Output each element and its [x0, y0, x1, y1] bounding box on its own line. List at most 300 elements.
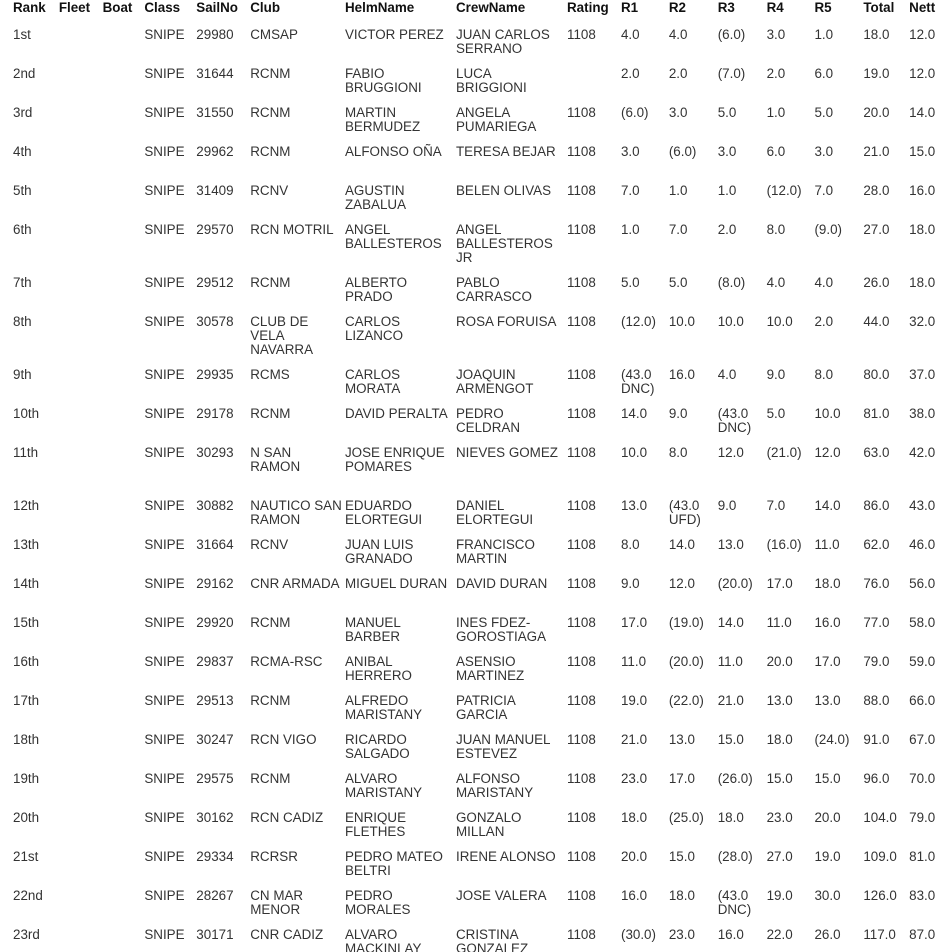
cell-class: SNIPE — [144, 537, 185, 552]
cell-r4: 11.0 — [766, 615, 792, 630]
cell-club: RCN MOTRIL — [250, 222, 334, 237]
cell-nett: 42.0 — [909, 445, 936, 460]
cell-total: 117.0 — [863, 927, 896, 942]
table-row — [10, 844, 945, 883]
cell-r2: (43.0 UFD) — [668, 498, 701, 527]
cell-helm: MANUEL BARBER — [344, 615, 401, 644]
cell-fleet — [56, 571, 100, 610]
cell-r3: 21.0 — [717, 693, 744, 708]
cell-nett: 16.0 — [909, 183, 936, 198]
cell-r3: 16.0 — [717, 927, 744, 942]
cell-boat — [100, 727, 142, 766]
cell-sailno: 29920 — [196, 615, 234, 630]
cell-class: SNIPE — [144, 445, 185, 460]
cell-nett: 18.0 — [909, 222, 936, 237]
cell-helm: MARTIN BERMUDEZ — [344, 105, 421, 134]
cell-helm: ALFREDO MARISTANY — [344, 693, 423, 722]
table-row — [10, 362, 945, 401]
cell-sailno: 29513 — [196, 693, 234, 708]
cell-r5: 10.0 — [814, 406, 841, 421]
cell-helm: ALFONSO OÑA — [344, 144, 442, 159]
cell-r5: 6.0 — [814, 66, 834, 81]
cell-r5: 13.0 — [814, 693, 841, 708]
cell-class: SNIPE — [144, 183, 185, 198]
cell-helm: JUAN LUIS GRANADO — [344, 537, 414, 566]
cell-sailno: 31664 — [196, 537, 234, 552]
cell-club: RCMA-RSC — [250, 654, 323, 669]
table-row — [10, 922, 945, 952]
cell-rating: 1108 — [567, 445, 596, 460]
cell-nett: 81.0 — [909, 849, 936, 864]
cell-r4: 27.0 — [766, 849, 793, 864]
cell-fleet — [56, 178, 100, 217]
cell-nett: 83.0 — [909, 888, 936, 903]
cell-club: CMSAP — [250, 27, 298, 42]
cell-boat — [100, 61, 142, 100]
cell-crew: ANGEL BALLESTEROS JR — [456, 222, 553, 265]
cell-r1: 10.0 — [620, 445, 648, 460]
cell-boat — [100, 922, 142, 952]
cell-r5: 8.0 — [814, 367, 834, 382]
cell-boat — [100, 610, 142, 649]
cell-r3: (43.0 DNC) — [717, 888, 752, 917]
cell-r5: 14.0 — [814, 498, 841, 513]
cell-rating: 1108 — [567, 693, 596, 708]
cell-fleet — [56, 401, 100, 440]
cell-nett: 58.0 — [909, 615, 936, 630]
cell-total: 77.0 — [863, 615, 890, 630]
cell-r1: 14.0 — [620, 406, 648, 421]
cell-r1: (12.0) — [620, 314, 656, 329]
cell-total: 62.0 — [863, 537, 890, 552]
cell-club: CNR CADIZ — [250, 927, 324, 942]
cell-helm: ENRIQUE FLETHES — [344, 810, 406, 839]
cell-total: 86.0 — [863, 498, 890, 513]
cell-class: SNIPE — [144, 222, 185, 237]
cell-r4: (12.0) — [766, 183, 802, 198]
cell-r3: (43.0 DNC) — [717, 406, 752, 435]
cell-total: 80.0 — [863, 367, 890, 382]
cell-nett: 56.0 — [909, 576, 936, 591]
cell-total: 96.0 — [863, 771, 890, 786]
table-row — [10, 571, 945, 610]
cell-r4: 7.0 — [766, 498, 786, 513]
cell-total: 26.0 — [863, 275, 890, 290]
cell-crew: DANIEL ELORTEGUI — [456, 498, 534, 527]
cell-r1: 16.0 — [620, 888, 648, 903]
cell-club: RCNV — [250, 537, 289, 552]
cell-club: RCNM — [250, 144, 291, 159]
cell-crew: BELEN OLIVAS — [456, 183, 552, 198]
cell-class: SNIPE — [144, 406, 185, 421]
cell-rating — [564, 61, 618, 100]
cell-rating: 1108 — [567, 576, 596, 591]
cell-r1: 13.0 — [620, 498, 648, 513]
cell-r4: 1.0 — [766, 105, 786, 120]
cell-r1: 4.0 — [620, 27, 640, 42]
cell-r3: 4.0 — [717, 367, 737, 382]
cell-class: SNIPE — [144, 732, 185, 747]
cell-rank: 6th — [13, 222, 32, 237]
cell-sailno: 29178 — [196, 406, 234, 421]
cell-r2: (19.0) — [668, 615, 704, 630]
column-header-r3: R3 — [717, 0, 735, 15]
cell-r1: 2.0 — [620, 66, 640, 81]
cell-crew: ALFONSO MARISTANY — [456, 771, 534, 800]
cell-r1: 8.0 — [620, 537, 640, 552]
cell-sailno: 29935 — [196, 367, 234, 382]
cell-r4: 5.0 — [766, 406, 786, 421]
cell-r4: 15.0 — [766, 771, 793, 786]
cell-fleet — [56, 100, 100, 139]
cell-r5: 7.0 — [814, 183, 834, 198]
cell-rank: 19th — [13, 771, 40, 786]
cell-r5: 5.0 — [814, 105, 834, 120]
cell-crew: ASENSIO MARTINEZ — [456, 654, 525, 683]
cell-rank: 15th — [13, 615, 40, 630]
cell-helm: AGUSTIN ZABALUA — [344, 183, 407, 212]
cell-class: SNIPE — [144, 771, 185, 786]
cell-crew: JUAN MANUEL ESTEVEZ — [456, 732, 550, 761]
cell-r2: 10.0 — [668, 314, 695, 329]
cell-sailno: 30247 — [196, 732, 234, 747]
cell-helm: ALBERTO PRADO — [344, 275, 408, 304]
cell-nett: 12.0 — [909, 66, 936, 81]
cell-rank: 18th — [13, 732, 40, 747]
column-header-r2: R2 — [668, 0, 686, 15]
cell-nett: 14.0 — [909, 105, 936, 120]
cell-club: RCNV — [250, 183, 289, 198]
cell-nett: 32.0 — [909, 314, 936, 329]
cell-r2: 16.0 — [668, 367, 695, 382]
cell-r4: 3.0 — [766, 27, 786, 42]
cell-total: 20.0 — [863, 105, 890, 120]
cell-rating: 1108 — [567, 537, 596, 552]
cell-sailno: 29837 — [196, 654, 234, 669]
cell-fleet — [56, 440, 100, 493]
cell-r5: 20.0 — [814, 810, 841, 825]
cell-rating: 1108 — [567, 498, 596, 513]
cell-club: RCN CADIZ — [250, 810, 324, 825]
column-header-r1: R1 — [620, 0, 639, 15]
table-row — [10, 401, 945, 440]
cell-r5: 26.0 — [814, 927, 841, 942]
cell-r1: 20.0 — [620, 849, 648, 864]
cell-nett: 70.0 — [909, 771, 936, 786]
cell-r4: 17.0 — [766, 576, 793, 591]
cell-r3: 12.0 — [717, 445, 744, 460]
cell-r5: 1.0 — [814, 27, 834, 42]
cell-class: SNIPE — [144, 654, 185, 669]
cell-r1: 5.0 — [620, 275, 640, 290]
cell-total: 21.0 — [863, 144, 890, 159]
cell-nett: 43.0 — [909, 498, 936, 513]
cell-nett: 87.0 — [909, 927, 936, 942]
cell-r2: 15.0 — [668, 849, 695, 864]
cell-r4: 23.0 — [766, 810, 793, 825]
cell-club: CNR ARMADA — [250, 576, 340, 591]
cell-total: 63.0 — [863, 445, 890, 460]
cell-r1: 21.0 — [620, 732, 648, 747]
cell-boat — [100, 139, 142, 178]
cell-sailno: 29512 — [196, 275, 234, 290]
cell-boat — [100, 844, 142, 883]
cell-rank: 7th — [13, 275, 32, 290]
cell-sailno: 30171 — [196, 927, 234, 942]
cell-boat — [100, 766, 142, 805]
cell-fleet — [56, 532, 100, 571]
cell-r5: 19.0 — [814, 849, 841, 864]
cell-rating: 1108 — [567, 810, 596, 825]
cell-boat — [100, 401, 142, 440]
cell-rank: 10th — [13, 406, 40, 421]
cell-r2: 9.0 — [668, 406, 688, 421]
cell-fleet — [56, 766, 100, 805]
cell-crew: GONZALO MILLAN — [456, 810, 522, 839]
cell-helm: DAVID PERALTA — [344, 406, 448, 421]
cell-sailno: 29334 — [196, 849, 234, 864]
cell-r2: (22.0) — [668, 693, 704, 708]
cell-r4: 22.0 — [766, 927, 793, 942]
cell-r2: 12.0 — [668, 576, 695, 591]
table-row — [10, 309, 945, 362]
column-header-helmname: HelmName — [344, 0, 415, 15]
cell-helm: JOSE ENRIQUE POMARES — [344, 445, 445, 474]
cell-nett: 12.0 — [909, 27, 936, 42]
cell-sailno: 30293 — [196, 445, 234, 460]
cell-class: SNIPE — [144, 314, 185, 329]
cell-r1: 23.0 — [620, 771, 648, 786]
cell-r5: (9.0) — [814, 222, 842, 237]
cell-helm: EDUARDO ELORTEGUI — [344, 498, 423, 527]
cell-rating: 1108 — [567, 222, 596, 237]
cell-boat — [100, 493, 142, 532]
cell-r4: 20.0 — [766, 654, 793, 669]
cell-club: RCN VIGO — [250, 732, 317, 747]
cell-nett: 18.0 — [909, 275, 936, 290]
cell-rating: 1108 — [567, 927, 596, 942]
cell-r5: 12.0 — [814, 445, 841, 460]
cell-total: 104.0 — [863, 810, 897, 825]
cell-club: RCNM — [250, 66, 291, 81]
cell-rating: 1108 — [567, 654, 596, 669]
cell-rating: 1108 — [567, 406, 596, 421]
cell-sailno: 30882 — [196, 498, 234, 513]
cell-fleet — [56, 688, 100, 727]
cell-fleet — [56, 61, 100, 100]
cell-sailno: 29575 — [196, 771, 234, 786]
cell-rating: 1108 — [567, 367, 596, 382]
cell-boat — [100, 805, 142, 844]
cell-rank: 12th — [13, 498, 40, 513]
cell-r2: 4.0 — [668, 27, 688, 42]
cell-rank: 16th — [13, 654, 40, 669]
cell-total: 91.0 — [863, 732, 890, 747]
cell-crew: ANGELA PUMARIEGA — [456, 105, 537, 134]
cell-helm: PEDRO MORALES — [344, 888, 411, 917]
cell-rank: 1st — [13, 27, 31, 42]
cell-crew: IRENE ALONSO — [456, 849, 556, 864]
table-row — [10, 649, 945, 688]
cell-total: 19.0 — [863, 66, 890, 81]
cell-r5: 16.0 — [814, 615, 841, 630]
column-header-fleet: Fleet — [58, 0, 91, 15]
cell-rating: 1108 — [567, 849, 596, 864]
cell-fleet — [56, 844, 100, 883]
header-row — [10, 0, 945, 22]
cell-nett: 59.0 — [909, 654, 936, 669]
cell-club: RCNM — [250, 275, 291, 290]
cell-nett: 38.0 — [909, 406, 936, 421]
cell-r4: 8.0 — [766, 222, 786, 237]
cell-r3: 15.0 — [717, 732, 744, 747]
cell-rank: 13th — [13, 537, 40, 552]
cell-class: SNIPE — [144, 927, 185, 942]
cell-r3: 10.0 — [717, 314, 744, 329]
cell-r4: 9.0 — [766, 367, 786, 382]
cell-class: SNIPE — [144, 367, 185, 382]
cell-rank: 4th — [13, 144, 32, 159]
cell-sailno: 28267 — [196, 888, 234, 903]
cell-r1: 7.0 — [620, 183, 640, 198]
cell-r5: 15.0 — [814, 771, 841, 786]
cell-nett: 79.0 — [909, 810, 936, 825]
cell-total: 76.0 — [863, 576, 890, 591]
cell-r1: (6.0) — [620, 105, 649, 120]
cell-sailno: 29962 — [196, 144, 234, 159]
cell-rating: 1108 — [567, 771, 596, 786]
cell-class: SNIPE — [144, 849, 185, 864]
table-row — [10, 178, 945, 217]
cell-rank: 5th — [13, 183, 32, 198]
cell-fleet — [56, 493, 100, 532]
cell-crew: FRANCISCO MARTIN — [456, 537, 535, 566]
cell-r5: 2.0 — [814, 314, 834, 329]
cell-r1: 19.0 — [620, 693, 648, 708]
cell-rating: 1108 — [567, 314, 596, 329]
cell-class: SNIPE — [144, 693, 185, 708]
cell-r1: (43.0 DNC) — [620, 367, 655, 396]
cell-club: RCNM — [250, 771, 291, 786]
cell-class: SNIPE — [144, 27, 185, 42]
cell-r2: 14.0 — [668, 537, 695, 552]
cell-crew: JOAQUIN ARMENGOT — [456, 367, 534, 396]
cell-club: RCMS — [250, 367, 290, 382]
cell-r3: (6.0) — [717, 27, 746, 42]
cell-crew: LUCA BRIGGIONI — [456, 66, 527, 95]
cell-crew: INES FDEZ-GOROSTIAGA — [456, 615, 547, 644]
cell-boat — [100, 22, 142, 61]
column-header-class: Class — [144, 0, 181, 15]
table-row — [10, 805, 945, 844]
table-row — [10, 610, 945, 649]
cell-crew: ROSA FORUISA — [456, 314, 557, 329]
cell-fleet — [56, 805, 100, 844]
cell-boat — [100, 217, 142, 270]
cell-rating: 1108 — [567, 888, 596, 903]
cell-r2: 3.0 — [668, 105, 688, 120]
column-header-rating: Rating — [567, 0, 609, 15]
cell-rank: 8th — [13, 314, 32, 329]
cell-crew: JOSE VALERA — [456, 888, 547, 903]
cell-boat — [100, 100, 142, 139]
cell-r1: 11.0 — [620, 654, 647, 669]
cell-rank: 2nd — [13, 66, 36, 81]
cell-club: RCNM — [250, 105, 291, 120]
cell-fleet — [56, 217, 100, 270]
cell-r4: 19.0 — [766, 888, 793, 903]
cell-rating: 1108 — [567, 615, 596, 630]
cell-helm: PEDRO MATEO BELTRI — [344, 849, 443, 878]
column-header-nett: Nett — [909, 0, 936, 15]
cell-club: RCNM — [250, 693, 291, 708]
cell-r3: 11.0 — [717, 654, 743, 669]
cell-r2: 13.0 — [668, 732, 695, 747]
cell-r4: 2.0 — [766, 66, 786, 81]
cell-crew: TERESA BEJAR — [456, 144, 556, 159]
cell-fleet — [56, 309, 100, 362]
cell-r3: (26.0) — [717, 771, 753, 786]
column-header-r5: R5 — [814, 0, 832, 15]
cell-r5: 11.0 — [814, 537, 840, 552]
cell-fleet — [56, 139, 100, 178]
cell-boat — [100, 883, 142, 922]
table-row — [10, 440, 945, 493]
cell-r1: 17.0 — [620, 615, 648, 630]
cell-r5: 18.0 — [814, 576, 841, 591]
cell-r3: (28.0) — [717, 849, 753, 864]
cell-r1: 9.0 — [620, 576, 640, 591]
cell-nett: 15.0 — [909, 144, 936, 159]
cell-r5: 30.0 — [814, 888, 841, 903]
cell-r2: 17.0 — [668, 771, 695, 786]
cell-rank: 21st — [13, 849, 39, 864]
cell-r5: (24.0) — [814, 732, 850, 747]
cell-sailno: 29570 — [196, 222, 234, 237]
column-header-rank: Rank — [13, 0, 46, 15]
cell-club: CLUB DE VELA NAVARRA — [250, 314, 314, 357]
cell-boat — [100, 649, 142, 688]
column-header-crewname: CrewName — [456, 0, 526, 15]
cell-rank: 14th — [13, 576, 40, 591]
cell-r3: 13.0 — [717, 537, 744, 552]
cell-r4: 13.0 — [766, 693, 793, 708]
table-header — [10, 0, 945, 22]
table-row — [10, 22, 945, 61]
cell-r3: (7.0) — [717, 66, 746, 81]
cell-r2: (25.0) — [668, 810, 704, 825]
cell-r1: 1.0 — [620, 222, 640, 237]
cell-rank: 3rd — [13, 105, 33, 120]
cell-r4: 4.0 — [766, 275, 786, 290]
cell-rank: 11th — [13, 445, 39, 460]
column-header-club: Club — [250, 0, 281, 15]
column-header-total: Total — [863, 0, 895, 15]
cell-rating: 1108 — [567, 732, 596, 747]
cell-rating: 1108 — [567, 183, 596, 198]
cell-helm: ANGEL BALLESTEROS — [344, 222, 442, 251]
cell-class: SNIPE — [144, 498, 185, 513]
cell-class: SNIPE — [144, 105, 185, 120]
cell-club: RCRSR — [250, 849, 298, 864]
cell-class: SNIPE — [144, 888, 185, 903]
cell-rating: 1108 — [567, 27, 596, 42]
cell-class: SNIPE — [144, 810, 185, 825]
column-header-r4: R4 — [766, 0, 784, 15]
cell-helm: CARLOS LIZANCO — [344, 314, 404, 343]
cell-r3: (8.0) — [717, 275, 746, 290]
cell-helm: CARLOS MORATA — [344, 367, 401, 396]
